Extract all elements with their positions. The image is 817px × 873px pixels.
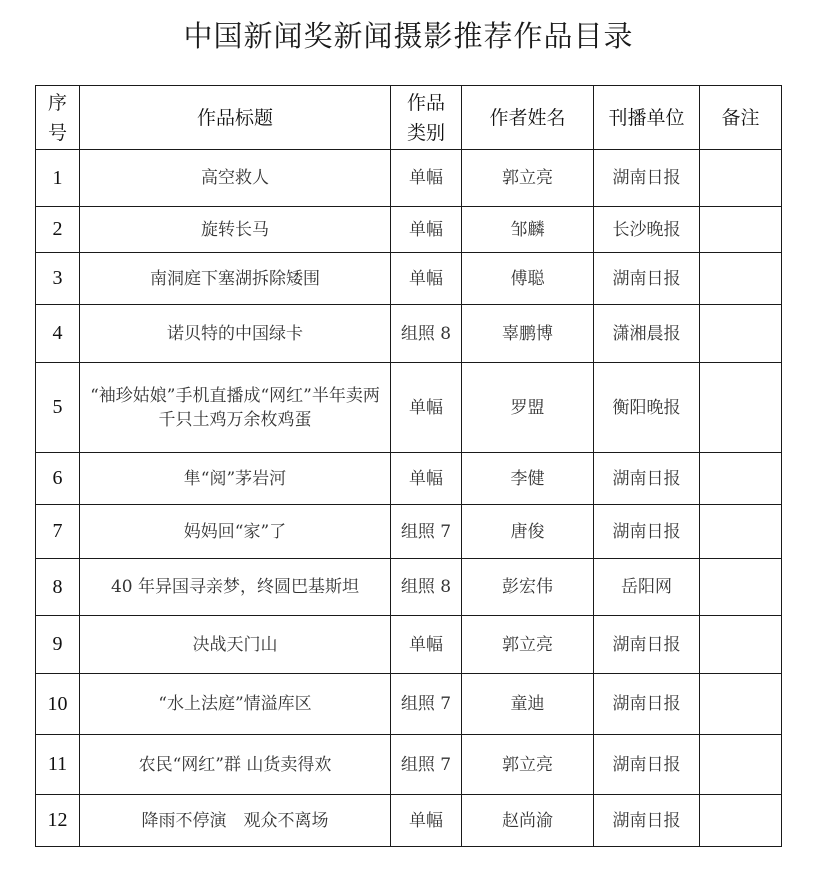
row-author: 郭立亮 [462,735,594,795]
row-remarks [700,505,782,559]
row-author: 傅聪 [462,253,594,305]
row-author: 童迪 [462,674,594,735]
row-title: 降雨不停演 观众不离场 [80,795,391,847]
row-index: 5 [36,363,80,453]
row-index: 10 [36,674,80,735]
header-row [36,86,782,150]
table-row [36,305,782,363]
table-row [36,207,782,253]
header-index-line2: 号 [47,121,67,144]
row-category: 组照 7 [391,674,462,735]
table-row [36,453,782,505]
row-remarks [700,253,782,305]
table-row [36,735,782,795]
header-category [391,86,462,150]
row-remarks [700,453,782,505]
row-category: 单幅 [391,253,462,305]
row-category: 单幅 [391,150,462,207]
row-publisher: 岳阳网 [594,559,700,616]
row-remarks [700,305,782,363]
row-publisher: 湖南日报 [594,150,700,207]
header-remarks: 备注 [700,86,782,150]
header-author: 作者姓名 [462,86,594,150]
row-index: 11 [36,735,80,795]
table-row [36,559,782,616]
row-author: 邹麟 [462,207,594,253]
row-author: 李健 [462,453,594,505]
row-category: 单幅 [391,616,462,674]
table-row [36,795,782,847]
row-index: 7 [36,505,80,559]
row-title: “水上法庭”情溢库区 [80,674,391,735]
row-author: 郭立亮 [462,616,594,674]
table-row [36,150,782,207]
row-remarks [700,559,782,616]
catalog-table [35,85,782,847]
header-work-title: 作品标题 [80,86,391,150]
row-publisher: 湖南日报 [594,674,700,735]
row-author: 辜鹏博 [462,305,594,363]
row-title: 妈妈回“家”了 [80,505,391,559]
table-row [36,253,782,305]
header-publisher: 刊播单位 [594,86,700,150]
row-publisher: 湖南日报 [594,505,700,559]
row-category: 单幅 [391,453,462,505]
row-title: 诺贝特的中国绿卡 [80,305,391,363]
table-row [36,674,782,735]
table-row [36,505,782,559]
row-index: 9 [36,616,80,674]
row-index: 2 [36,207,80,253]
row-category: 单幅 [391,363,462,453]
row-remarks [700,207,782,253]
row-category: 组照 8 [391,559,462,616]
row-title: 南洞庭下塞湖拆除矮围 [80,253,391,305]
row-publisher: 长沙晚报 [594,207,700,253]
row-category: 组照 7 [391,735,462,795]
row-publisher: 潇湘晨报 [594,305,700,363]
row-category: 单幅 [391,795,462,847]
table-row [36,363,782,453]
row-index: 8 [36,559,80,616]
row-author: 罗盟 [462,363,594,453]
header-category-line1: 作品 [406,91,445,114]
row-title: 隼“阅”茅岩河 [80,453,391,505]
row-index: 4 [36,305,80,363]
row-index: 12 [36,795,80,847]
row-remarks [700,795,782,847]
table-row [36,616,782,674]
document-title: 中国新闻奖新闻摄影推荐作品目录 [183,19,634,53]
row-remarks [700,674,782,735]
row-author: 郭立亮 [462,150,594,207]
row-publisher: 湖南日报 [594,253,700,305]
row-publisher: 湖南日报 [594,735,700,795]
row-category: 组照 7 [391,505,462,559]
row-remarks [700,363,782,453]
row-index: 3 [36,253,80,305]
row-remarks [700,150,782,207]
row-index: 6 [36,453,80,505]
row-category: 单幅 [391,207,462,253]
row-index: 1 [36,150,80,207]
row-author: 彭宏伟 [462,559,594,616]
row-title: 40 年异国寻亲梦，终圆巴基斯坦 [80,559,391,616]
row-publisher: 湖南日报 [594,616,700,674]
header-category-line2: 类别 [406,121,445,144]
header-index [36,86,80,150]
row-title: “袖珍姑娘”手机直播成“网红”半年卖两千只土鸡万余枚鸡蛋 [80,363,391,453]
row-author: 赵尚渝 [462,795,594,847]
row-title: 农民“网红”群 山货卖得欢 [80,735,391,795]
row-remarks [700,616,782,674]
row-publisher: 湖南日报 [594,795,700,847]
row-publisher: 衡阳晚报 [594,363,700,453]
row-title: 决战天门山 [80,616,391,674]
row-remarks [700,735,782,795]
row-title: 旋转长马 [80,207,391,253]
row-author: 唐俊 [462,505,594,559]
row-publisher: 湖南日报 [594,453,700,505]
row-category: 组照 8 [391,305,462,363]
header-index-line1: 序 [47,91,67,114]
row-title: 高空救人 [80,150,391,207]
